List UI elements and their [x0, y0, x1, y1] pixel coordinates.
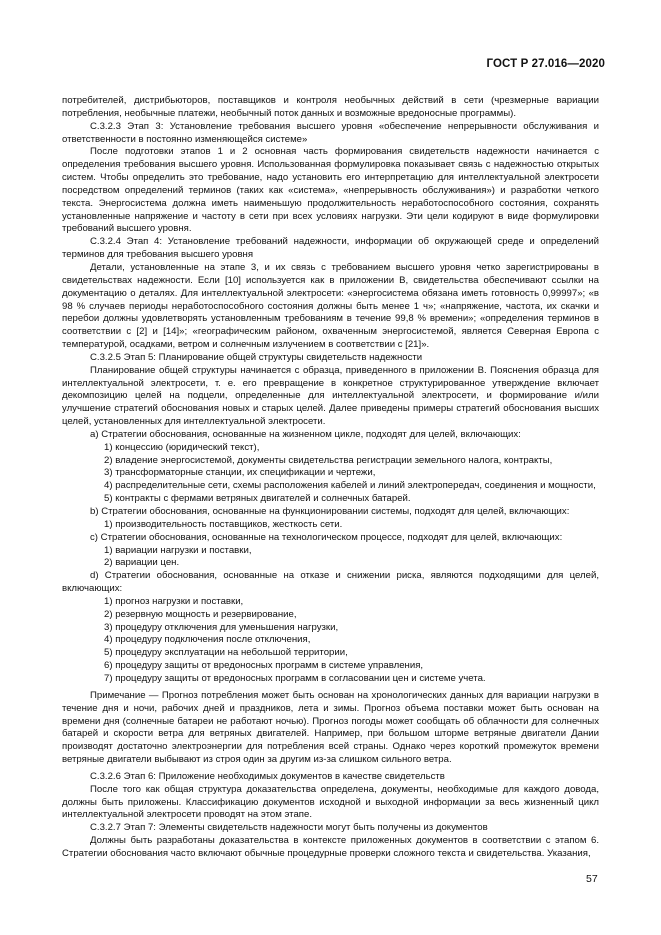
section-heading: С.3.2.6 Этап 6: Приложение необходимых документов в качестве свидетельств: [90, 770, 445, 782]
list-item: 4) процедуру подключения после отключения,: [104, 634, 311, 646]
paragraph: Планирование общей структуры начинается с образца, приведенного в приложении В. Пояснения образца для интеллектуальной электросети, т. е. его превращение в конкретное структурированное утверждение включает декомпозицию целей на подцели, определенные для интеллектуальной электросети, и формирование и/или улучшение стратегий обоснования новых и старых целей. Далее приведены примеры стратегий обоснования высших целей, установленных для интеллектуальной электросети.: [62, 364, 599, 428]
page-number: 57: [586, 873, 598, 885]
section-heading: С.3.2.5 Этап 5: Планирование общей структуры свидетельств надежности: [90, 351, 423, 363]
document-code: ГОСТ Р 27.016—2020: [486, 58, 605, 70]
list-item: 5) контракты с фермами ветряных двигателей и солнечных батарей.: [104, 493, 411, 505]
list-item: 3) процедуру отключения для уменьшения нагрузки,: [104, 621, 339, 633]
list-item: 3) трансформаторные станции, их спецификации и чертежи,: [104, 467, 376, 479]
list-item: d) Стратегии обоснования, основанные на отказе и снижении риска, являются подходящими для целей, включающих:: [62, 570, 599, 595]
paragraph: потребителей, дистрибьюторов, поставщиков и контроля необычных действий в сети (чрезмерные вариации потребления, необычные платежи, необычный поток данных и возможные вредоносные программы).: [62, 95, 599, 119]
list-item: 1) производительность поставщиков, жесткость сети.: [104, 518, 343, 530]
note: Примечание — Прогноз потребления может быть основан на хронологических данных для вариации нагрузки в течение дня и ночи, рабочих дней и праздников, лета и зимы. Прогноз объема поставки может быть основан на времени дня (солнечные батареи не работают ночью). Прогноз погоды может сообщать об облачности для солнечных батарей и скорости ветра для ветряных двигателей. Например, при большом шторме ветряные двигатели Дании производят достаточно электроэнергии для потребления всей страны. Однако через короткий промежуток времени ветряные двигатели выбывают из строя один за другим из-за слишком сильного ветра.: [62, 689, 599, 766]
section-heading: С.3.2.7 Этап 7: Элементы свидетельств надежности могут быть получены из документов: [90, 822, 488, 834]
list-item: 1) концессию (юридический текст),: [104, 441, 260, 453]
list-item: 6) процедуру защиты от вредоносных программ в системе управления,: [104, 660, 424, 672]
section-heading: С.3.2.4 Этап 4: Установление требований надежности, информации об окружающей среде и определений терминов для требования высшего уровня: [62, 236, 599, 261]
paragraph: После подготовки этапов 1 и 2 основная часть формирования свидетельств надежности начинается с определения требования высшего уровня. Использованная формулировка показывает связь с надежностью открытых систем. Чтобы определить это требование, надо установить его интерпретацию для интеллектуальной электросети посредством определений терминов (таких как «система», «непрерывность обслуживания») и разработки четкого текста. Энергосистема должна иметь наименьшую продолжительность неработоспособного состояния, сохранять установленные напряжение и частоту в сети при всех условиях нагрузки. Эти цели кодируют в виде формулировки требований высшего уровня.: [62, 146, 599, 235]
list-item: 2) владение энергосистемой, документы свидетельства регистрации земельного налога, контракты,: [104, 454, 553, 466]
list-item: 2) вариации цен.: [104, 557, 180, 569]
list-item: 5) процедуру эксплуатации на небольшой территории,: [104, 647, 348, 659]
list-item: 2) резервную мощность и резервирование,: [104, 608, 297, 620]
paragraph: После того как общая структура доказательства определена, документы, необходимые для каждого довода, должны быть приложены. Классификацию документов исходной и выходной информации за весь жизненный цикл интеллектуальной электросети проводят на этом этапе.: [62, 783, 599, 821]
paragraph: Должны быть разработаны доказательства в контексте приложенных документов в соответствии с этапом 6. Стратегии обоснования часто включают обычные процедурные проверки сложного текста и свидетельства. Указания,: [62, 835, 599, 859]
list-item: b) Стратегии обоснования, основанные на функционировании системы, подходят для целей, включающих:: [90, 506, 570, 517]
list-item: c) Стратегии обоснования, основанные на технологическом процессе, подходят для целей, включающих:: [90, 531, 563, 543]
list-item: 1) вариации нагрузки и поставки,: [104, 544, 252, 556]
page-body: [62, 95, 599, 861]
list-item: 1) прогноз нагрузки и поставки,: [104, 595, 244, 607]
list-item: 7) процедуру защиты от вредоносных программ в согласовании цен и системе учета.: [104, 672, 486, 684]
paragraph: Детали, установленные на этапе 3, и их связь с требованием высшего уровня четко зарегистрированы в свидетельствах надежности. Если [10] используется как в приложении В, свидетельства обеспечивают ссылки на документацию о деталях. Для интеллектуальной электросети: «энергосистема обязана иметь готовность 0,99997»; «в 98 % случаев периоды неработоспособного состояния должны быть менее 1 ч»; «напряжение, частота, их скачки и перебои должны удовлетворять установленным требованиям в течение 99,8 % времени»; «определения терминов в соответствии с [2] и [14]»; «географическим районом, охваченным энергосистемой, является Северная Европа с температурой, осадками, ветром и солнечным излучением в соответствии с [21]».: [62, 261, 599, 351]
section-heading: С.3.2.3 Этап 3: Установление требования высшего уровня «обеспечение непрерывности обслуживания и ответственности в постоянно изменяющейся системе»: [62, 120, 599, 145]
list-item: 4) распределительные сети, схемы расположения кабелей и линий электропередач, соединения и мощности,: [104, 480, 596, 492]
list-item: a) Стратегии обоснования, основанные на жизненном цикле, подходят для целей, включающих:: [90, 428, 521, 440]
